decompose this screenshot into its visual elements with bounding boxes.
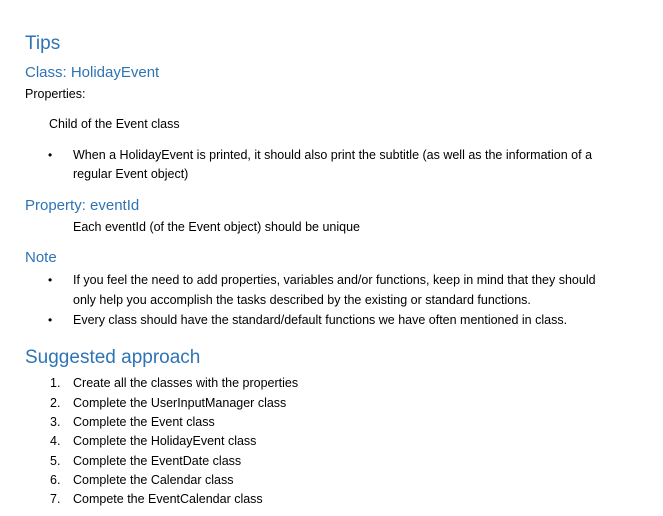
step-text: Create all the classes with the properties [73,376,299,390]
bullet-icon: • [48,148,53,162]
step-text: Complete the EventDate class [73,454,242,468]
bullet-icon: • [48,273,53,287]
suggested-approach-heading: Suggested approach [25,347,201,368]
step-number: 5. [50,454,61,468]
child-of-event-text: Child of the Event class [49,117,180,131]
note-bullet1-line1: If you feel the need to add properties, variables and/or functions, keep in mind that they should [73,273,596,287]
step-text: Complete the UserInputManager class [73,396,287,410]
step-number: 2. [50,396,61,410]
step-number: 4. [50,434,61,448]
property-heading: Property: eventId [25,197,140,214]
eventid-unique-text: Each eventId (of the Event object) should be unique [73,220,360,234]
step-text: Complete the Calendar class [73,473,234,487]
step-number: 1. [50,376,61,390]
step-text: Complete the Event class [73,415,215,429]
class-heading: Class: HolidayEvent [25,64,160,81]
step-number: 3. [50,415,61,429]
note-bullet2: Every class should have the standard/default functions we have often mentioned in class. [73,313,568,327]
step-number: 7. [50,492,61,506]
step-number: 6. [50,473,61,487]
holiday-event-bullet-line2: regular Event object) [73,167,189,181]
properties-label: Properties: [25,87,86,101]
step-text: Complete the HolidayEvent class [73,434,257,448]
bullet-icon: • [48,313,53,327]
holiday-event-bullet-line1: When a HolidayEvent is printed, it should also print the subtitle (as well as the information of a [73,148,593,162]
note-heading: Note [25,249,57,266]
step-text: Compete the EventCalendar class [73,492,263,506]
note-bullet1-line2: only help you accomplish the tasks described by the existing or standard functions. [73,293,531,307]
tips-heading: Tips [25,33,61,54]
